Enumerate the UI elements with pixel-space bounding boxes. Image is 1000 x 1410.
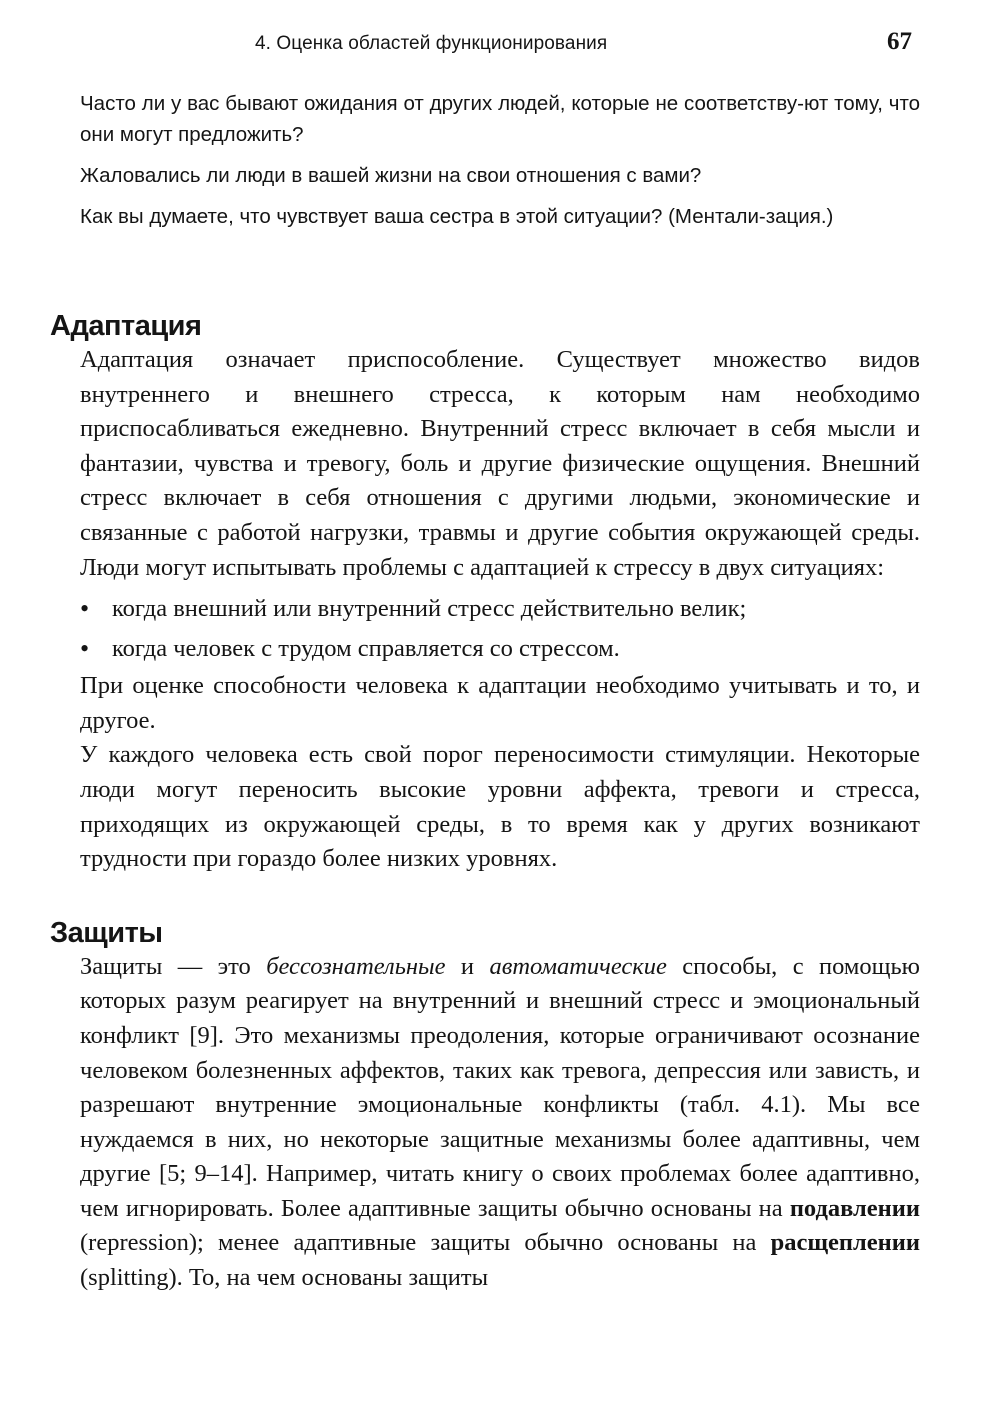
question-list bbox=[80, 88, 920, 242]
italic-term: бессознательные bbox=[266, 952, 446, 980]
text-run: способы, с помощью которых разум реагирует на внутренний и внешний стресс и эмоциональный конфликт [9]. Это механизмы преодоления, которые ограничивают осознание человеком болезненных аффектов, таких как тревога, депрессия или зависть, и разрешают внутренние эмоциональные конфликты (табл. 4.1). Мы все нуждаемся в них, но некоторые защитные механизмы более адаптивны, чем другие [5; 9–14]. Например, читать книгу о своих проблемах более адаптивно, чем игнорировать. Более адаптивные защиты обычно основаны на bbox=[80, 952, 920, 1222]
section-defenses bbox=[50, 917, 920, 1296]
running-header: 4. Оценка областей функционирования bbox=[255, 33, 608, 54]
bullet-item: • когда человек с трудом справляется со стрессом. bbox=[80, 629, 920, 669]
paragraph: При оценке способности человека к адаптации необходимо учитывать и то, и другое. bbox=[80, 672, 920, 734]
text-run: и bbox=[445, 952, 490, 980]
bold-term: подавлении bbox=[789, 1194, 920, 1222]
section-heading: Защиты bbox=[50, 916, 163, 949]
text-run: Защиты — это bbox=[80, 952, 267, 980]
question-item: Жаловались ли люди в вашей жизни на свои отношения с вами? bbox=[80, 164, 702, 187]
bullet-list bbox=[50, 589, 920, 669]
bullet-item: • когда внешний или внутренний стресс действительно велик; bbox=[80, 589, 920, 629]
section-heading: Адаптация bbox=[50, 310, 202, 342]
page-number: 67 bbox=[887, 28, 912, 55]
text-run: (splitting). То, на чем основаны защиты bbox=[80, 1264, 489, 1292]
main-content bbox=[50, 300, 920, 1296]
text-run: (repression); менее адаптивные защиты обычно основаны на bbox=[80, 1229, 771, 1257]
italic-term: автоматические bbox=[489, 952, 667, 980]
paragraph: У каждого человека есть свой порог переносимости стимуляции. Некоторые люди могут переносить высокие уровни аффекта, тревоги и стресса, приходящих из окружающей среды, в то время как у других возникают трудности при гораздо более низких уровнях. bbox=[80, 741, 920, 873]
section-adaptation bbox=[50, 310, 920, 877]
paragraph bbox=[50, 950, 920, 1296]
bold-term: расщеплении bbox=[770, 1229, 920, 1257]
question-item: Как вы думаете, что чувствует ваша сестра в этой ситуации? (Ментали-зация.) bbox=[80, 205, 834, 228]
paragraph: Адаптация означает приспособление. Существует множество видов внутреннего и внешнего стресса, к которым нам необходимо приспосабливаться ежедневно. Внутренний стресс включает в себя мысли и фантазии, чувства и тревогу, боль и другие физические ощущения. Внешний стресс включает в себя отношения с другими людьми, экономические и связанные с работой нагрузки, травмы и другие события окружающей среды. Люди могут испытывать проблемы с адаптацией к стрессу в двух ситуациях: bbox=[80, 346, 920, 581]
question-item: Часто ли у вас бывают ожидания от других людей, которые не соответству-ют тому, что они могут предложить? bbox=[80, 92, 920, 146]
